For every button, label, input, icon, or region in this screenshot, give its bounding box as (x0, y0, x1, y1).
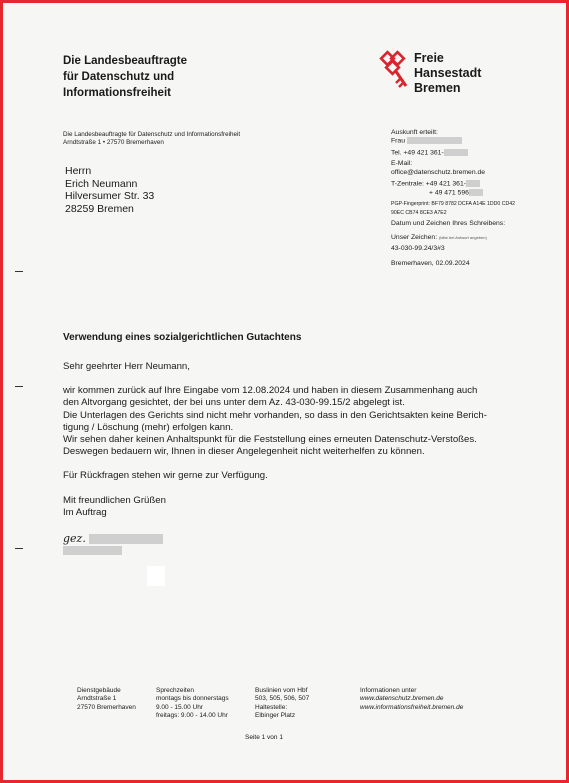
redacted-name (63, 546, 122, 555)
city-line: Freie (414, 51, 444, 65)
contact-title: Frau (391, 137, 405, 145)
authority-line: Informationsfreiheit (63, 87, 171, 99)
body-line: wir kommen zurück auf Ihre Eingabe vom 12.08.2024 und haben in diesem Zusammenhang auch (63, 385, 478, 397)
pgp-fingerprint: 90EC CB74 8CE3 A7E2 (391, 209, 447, 216)
footer-line: Informationen unter (360, 687, 417, 694)
redacted-block (444, 149, 468, 156)
recipient-address (65, 165, 154, 215)
fold-mark (15, 271, 23, 272)
sender-return-address (63, 131, 240, 147)
redacted-block (407, 137, 462, 144)
contact-sidebar (391, 129, 541, 268)
signature-gez: gez. (63, 532, 86, 545)
body-line: Für Rückfragen stehen wir gerne zur Verfügung. (63, 470, 268, 482)
sender-line: Die Landesbeauftragte für Datenschutz und Informationsfreiheit (63, 131, 241, 138)
city-name (414, 51, 481, 96)
greeting: Sehr geehrter Herr Neumann, (63, 361, 190, 372)
authority-line: für Datenschutz und (63, 71, 175, 83)
city-line: Bremen (414, 81, 461, 95)
footer-bus (255, 687, 309, 720)
footer-line: Elbinger Platz (255, 711, 296, 719)
redacted-block (469, 189, 483, 196)
closing-mandate: Im Auftrag (63, 506, 107, 518)
footer-line: Haltestelle: (255, 703, 288, 711)
footer-link: www.datenschutz.bremen.de (360, 695, 444, 703)
footer-line: 27570 Bremerhaven (77, 703, 136, 711)
contact-phone: Tel. +49 421 361- (391, 149, 444, 157)
body-line: Wir sehen daher keinen Anhaltspunkt für die Feststellung eines erneuten Datenschutz-Verstoßes. (63, 434, 477, 446)
redacted-block (466, 180, 480, 187)
fold-mark (15, 548, 23, 549)
body-line: tigung / Löschung (mehr) erfolgen kann. (63, 421, 234, 433)
letter-subject: Verwendung eines sozialgerichtlichen Gutachtens (63, 332, 302, 343)
footer-line: Arndtstraße 1 (77, 695, 117, 703)
email-label: E-Mail: (391, 160, 413, 168)
page-number: Seite 1 von 1 (245, 734, 283, 741)
blank-patch (147, 566, 165, 586)
body-line: Deswegen bedauern wir, Ihnen in dieser Angelegenheit nicht weiterhelfen zu können. (63, 446, 425, 458)
info-label: Auskunft erteilt: (391, 129, 438, 136)
fold-mark (15, 386, 23, 387)
recipient-city: 28259 Bremen (65, 202, 134, 215)
our-reference-label: Unser Zeichen: (391, 234, 438, 242)
your-reference-label: Datum und Zeichen Ihres Schreibens: (391, 219, 506, 227)
footer-line: Dienstgebäude (77, 687, 121, 694)
recipient-street: Hilversumer Str. 33 (65, 190, 155, 202)
footer-line: Sprechzeiten (156, 687, 194, 694)
contact-email: office@datenschutz.bremen.de (391, 168, 486, 176)
recipient-name: Erich Neumann (65, 177, 138, 190)
footer-line: montags bis donnerstags (156, 695, 229, 703)
place-date: Bremerhaven, 02.09.2024 (391, 259, 470, 267)
footer-info (360, 687, 463, 712)
authority-line: Die Landesbeauftragte (63, 55, 187, 67)
sender-line: Arndtstraße 1 • 27570 Bremerhaven (63, 139, 164, 146)
city-line: Hansestadt (414, 66, 482, 80)
footer-link: www.informationsfreiheit.bremen.de (360, 703, 464, 711)
letter-body (63, 361, 523, 519)
footer-line: freitags: 9.00 - 14.00 Uhr (156, 711, 228, 719)
footer-line: 503, 505, 506, 507 (255, 695, 310, 703)
footer-line: 9.00 - 15.00 Uhr (156, 703, 203, 711)
central-phone: T-Zentrale: +49 421 361- (391, 180, 467, 188)
footer-hours (156, 687, 229, 720)
footer-address (77, 687, 136, 712)
reference-note: (bitte bei Antwort angeben) (438, 235, 487, 241)
redacted-signature (89, 534, 163, 544)
pgp-fingerprint: PGP-Fingerprint: BF79 8782 DCFA A14E 1DD0 CD42 (391, 201, 515, 208)
body-line: Die Unterlagen des Gerichts sind nicht mehr vorhanden, so dass in den Gerichtsakten keine Berich- (63, 409, 487, 421)
recipient-salutation: Herrn (65, 165, 92, 177)
authority-name (63, 53, 187, 101)
our-reference: 43-030-99.24/3#3 (391, 245, 445, 253)
fax-number: + 49 471 596 (429, 188, 469, 196)
bremen-key-icon (379, 50, 409, 94)
body-line: den Altvorgang gesichtet, der bei uns unter dem Az. 43-030-99.15/2 abgelegt ist. (63, 397, 405, 409)
footer-line: Buslinien vom Hbf (255, 687, 308, 694)
closing: Mit freundlichen Grüßen (63, 494, 166, 506)
